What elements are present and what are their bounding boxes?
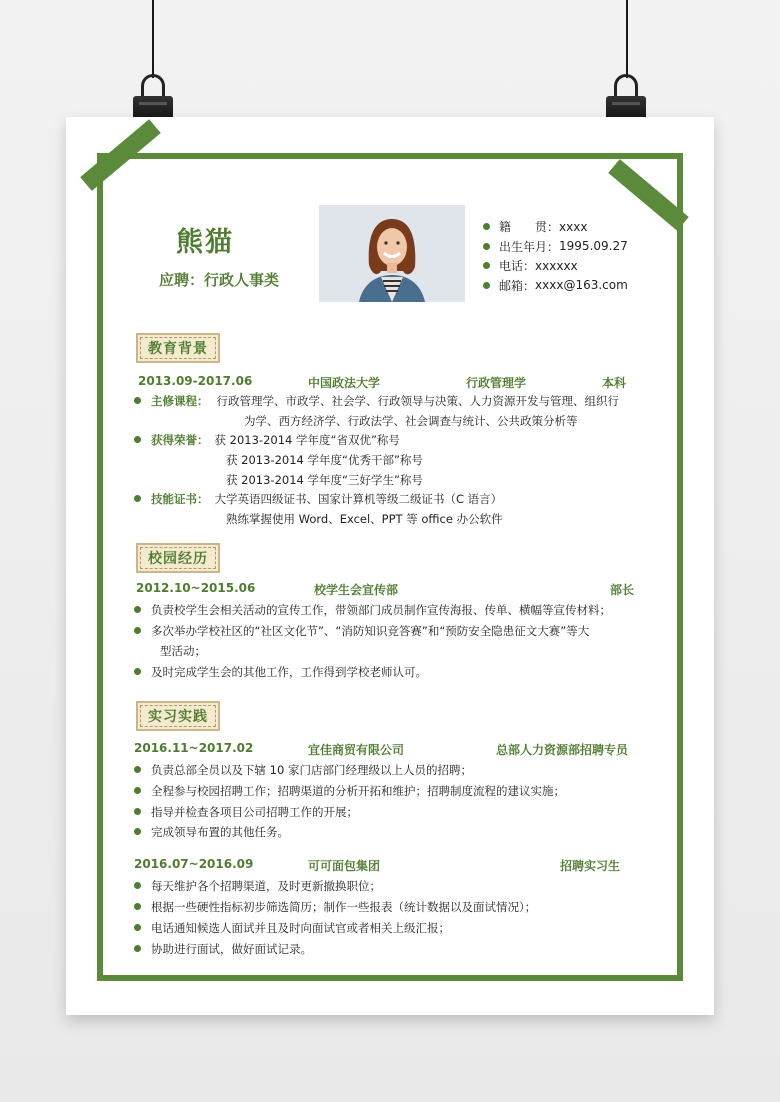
campus-item: 负责校学生会相关活动的宣传工作，带领部门成员制作宣传海报、传单、横幅等宣传材料；	[134, 602, 611, 618]
profile-photo	[319, 205, 465, 302]
apply-position: 应聘：行政人事类	[159, 271, 280, 289]
info-label: 籍 贯	[499, 220, 548, 235]
job2-company: 可可面包集团	[308, 859, 381, 873]
right-string	[626, 0, 628, 78]
bullet-dot-icon	[483, 282, 490, 289]
job1-period: 2016.11~2017.02	[134, 741, 254, 755]
edu-courses: 主修课程： 行政管理学、市政学、社会学、行政领导与决策、人力资源开发与管理、组织行	[134, 393, 619, 409]
campus-role: 部长	[610, 583, 635, 597]
campus-item-cont: 型活动；	[160, 644, 206, 658]
edu-cert-2: 熟练掌握使用 Word、Excel、PPT 等 office 办公软件	[226, 512, 503, 526]
bullet-dot-icon	[134, 766, 141, 773]
info-row-phone: 电话 ： xxxxxx	[483, 256, 628, 276]
bullet-dot-icon	[134, 606, 141, 613]
edu-certs: 技能证书： 大学英语四级证书、国家计算机等级二级证书（C 语言）	[134, 491, 502, 507]
edu-honor-2: 获 2013-2014 学年度“优秀干部”称号	[226, 453, 423, 467]
candidate-name: 熊猫	[176, 227, 234, 258]
info-row-birth: 出生年月 ： 1995.09.27	[483, 237, 628, 257]
bullet-dot-icon	[134, 397, 141, 404]
edu-honor-3: 获 2013-2014 学年度“三好学生”称号	[226, 473, 423, 487]
left-string	[152, 0, 154, 78]
info-row-email: 邮箱 ： xxxx@163.com	[483, 276, 628, 296]
bullet-dot-icon	[134, 627, 141, 634]
job1-role: 总部人力资源部招聘专员	[496, 743, 629, 757]
job2-item: 每天维护各个招聘渠道，及时更新撤换职位；	[134, 878, 381, 894]
info-value: xxxx	[559, 219, 588, 234]
edu-degree: 本科	[602, 376, 627, 390]
bullet-dot-icon	[134, 668, 141, 675]
campus-org: 校学生会宣传部	[314, 583, 399, 597]
bullet-dot-icon	[134, 828, 141, 835]
job2-item: 电话通知候选人面试并且及时向面试官或者相关上级汇报；	[134, 920, 450, 936]
bullet-dot-icon	[134, 882, 141, 889]
info-label: 出生年月	[499, 239, 548, 254]
campus-item: 多次举办学校社区的“社区文化节”、“消防知识竞答赛”和“预防安全隐患征文大赛”等大	[134, 623, 589, 639]
job2-role: 招聘实习生	[560, 859, 621, 873]
info-label: 电话	[499, 259, 524, 274]
campus-item: 及时完成学生会的其他工作，工作得到学校老师认可。	[134, 664, 427, 680]
section-campus-tag: 校园经历	[136, 543, 220, 573]
job1-company: 宜佳商贸有限公司	[308, 743, 405, 757]
bullet-dot-icon	[134, 436, 141, 443]
resume-paper	[66, 117, 714, 1015]
bullet-dot-icon	[483, 262, 490, 269]
edu-school: 中国政法大学	[308, 376, 381, 390]
bullet-dot-icon	[483, 223, 490, 230]
info-value: xxxx@163.com	[535, 278, 628, 293]
campus-period: 2012.10~2015.06	[136, 581, 256, 595]
section-intern-tag: 实习实践	[136, 701, 220, 731]
job1-item: 全程参与校园招聘工作；招聘渠道的分析开拓和维护；招聘制度流程的建议实施；	[134, 783, 565, 799]
section-education-tag: 教育背景	[136, 333, 220, 363]
bullet-dot-icon	[134, 808, 141, 815]
edu-courses-cont: 为学、西方经济学、行政法学、社会调查与统计、公共政策分析等	[244, 414, 578, 428]
job2-period: 2016.07~2016.09	[134, 857, 254, 871]
info-label: 邮箱	[499, 278, 524, 293]
bullet-dot-icon	[134, 924, 141, 931]
job2-item: 根据一些硬性指标初步筛选简历；制作一些报表（统计数据以及面试情况）；	[134, 899, 536, 915]
job1-item: 负责总部全员以及下辖 10 家门店部门经理级以上人员的招聘；	[134, 762, 472, 778]
bullet-dot-icon	[483, 243, 490, 250]
job1-item: 指导并检查各项目公司招聘工作的开展；	[134, 804, 358, 820]
bullet-dot-icon	[134, 945, 141, 952]
bullet-dot-icon	[134, 903, 141, 910]
edu-period: 2013.09-2017.06	[138, 374, 253, 388]
info-value: xxxxxx	[535, 258, 578, 273]
bullet-dot-icon	[134, 495, 141, 502]
edu-major: 行政管理学	[466, 376, 527, 390]
bullet-dot-icon	[134, 787, 141, 794]
personal-info	[483, 217, 628, 295]
info-row-hometown: 籍 贯 ： xxxx	[483, 217, 628, 237]
job2-item: 协助进行面试，做好面试记录。	[134, 941, 312, 957]
job1-item: 完成领导布置的其他任务。	[134, 824, 289, 840]
edu-honors: 获得荣誉： 获 2013-2014 学年度“省双优”称号	[134, 432, 400, 448]
info-value: 1995.09.27	[559, 239, 628, 254]
